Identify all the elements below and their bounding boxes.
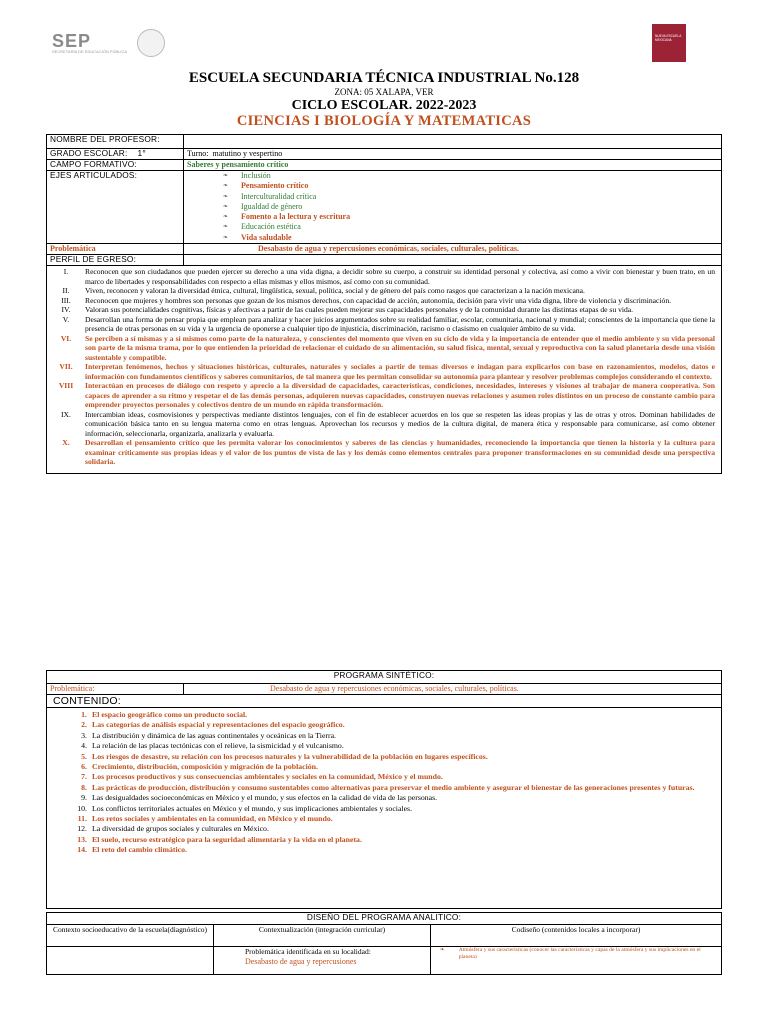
axis-label: Pensamiento crítico xyxy=(241,181,309,191)
profile-text: Valoran sus potencialidades cognitivas, físicas y afectivas a partir de las cuales pueden mejorar sus capacidades personales y de la comunidad durante las distintas etapas de su vida. xyxy=(85,305,634,315)
synthetic-problem-label: Problemática: xyxy=(47,684,184,695)
sep-logo-text: SEP xyxy=(52,30,92,51)
profile-text: Interpretan fenómenos, hechos y situaciones históricas, culturales, naturales y sociales a partir de temas diversos e indagan para explicarlos con base en razonamientos, modelos, datos e información con fundamentos científicos y saberes comunitarios, de tal manera que les permitan consolidar su autonomía para plantear y resolver problemas complejos considerando el contexto. xyxy=(85,362,715,381)
profile-text: Desarrollan el pensamiento crítico que les permita valorar los conocimientos y saberes de las ciencias y humanidades, reconociendo la importancia que tienen la historia y la cultura para examinar críticamente sus propias ideas y el valor de los puntos de vista de las y los demás como elementos centrales para proponer transformaciones en su comunidad desde una perspectiva solidaria. xyxy=(85,438,715,467)
axis-item xyxy=(223,233,718,243)
profile-number: I. xyxy=(63,267,69,277)
content-text: Los riesgos de desastre, su relación con los procesos naturales y la vulnerabilidad de la población en lugares específicos. xyxy=(92,751,488,761)
axis-label: Inclusión xyxy=(241,171,271,180)
content-number: 5. xyxy=(81,751,87,761)
bullet-icon: ❧ xyxy=(223,214,229,221)
content-number: 1. xyxy=(81,710,87,719)
content-number: 9. xyxy=(81,793,87,803)
content-item xyxy=(71,804,721,814)
profile-number: III. xyxy=(61,295,71,305)
axes-list xyxy=(187,171,718,243)
teacher-value xyxy=(184,135,722,149)
content-number: 12. xyxy=(77,824,87,834)
axis-label: Vida saludable xyxy=(241,232,292,242)
content-text: Las desigualdades socioeconómicas en México y el mundo, y sus efectos en la calidad de vida de las personas. xyxy=(92,793,438,803)
content-item xyxy=(71,731,721,741)
axes-label: EJES ARTICULADOS: xyxy=(47,171,184,244)
analytic-problem-label: Problemática identificada en su localidad: xyxy=(245,947,371,956)
content-text: La distribución y dinámica de las aguas continentales y oceánicas en la Tierra. xyxy=(92,730,337,740)
axis-item xyxy=(223,192,718,202)
coat-of-arms-icon xyxy=(137,29,165,57)
codesign-text: Atmósfera y sus características (conocer las características y capas de la atmósfera y sus implicaciones en el planeta) xyxy=(458,947,701,960)
content-text: Crecimiento, distribución, composición y migración de la población. xyxy=(92,762,318,772)
col-context: Contexto socioeducativo de la escuela(diagnóstico) xyxy=(47,925,214,947)
content-body xyxy=(47,707,721,908)
bullet-icon: ❧ xyxy=(223,193,229,200)
profile-text: Interactúan en procesos de diálogo con respeto y aprecio a la diversidad de capacidades, características, condiciones, necesidades, intereses y visiones al trabajar de manera cooperativa. Son capaces de aprender a su ritmo y respetar el de las demás personas, adquieren nuevas capacidades, construyen nuevas relaciones y asumen roles distintos en un proceso de constante cambio para emprender proyectos personales y colectivos dentro de un mundo en rápida transformación. xyxy=(85,381,715,410)
content-number: 11. xyxy=(77,814,87,824)
profile-list xyxy=(47,266,721,473)
sep-logo xyxy=(52,26,212,60)
bullet-icon: ❧ xyxy=(223,173,229,179)
problem-label: Problemática xyxy=(47,244,184,255)
analytic-problem-value: Desabasto de agua y repercusiones xyxy=(245,956,357,966)
profile-item xyxy=(47,410,717,439)
axes-cell xyxy=(184,171,722,244)
col-codesign: Codiseño (contenidos locales a incorporar) xyxy=(431,925,722,947)
axis-label: Interculturalidad crítica xyxy=(241,191,317,201)
content-list xyxy=(47,708,721,856)
synthetic-title: PROGRAMA SINTÉTICO: xyxy=(47,671,722,684)
field-label: CAMPO FORMATIVO: xyxy=(47,160,184,171)
bullet-icon: ❧ xyxy=(223,203,229,210)
profile-number: V. xyxy=(62,314,70,324)
content-item xyxy=(71,720,721,730)
grade-label: GRADO ESCOLAR: xyxy=(50,148,128,158)
document-header xyxy=(0,70,768,129)
content-text: Las prácticas de producción, distribución y consumo sustentables como alternativas para preservar el medio ambiente y asegurar el bienestar de las generaciones presentes y futuras. xyxy=(92,782,695,792)
content-label: CONTENIDO: xyxy=(53,695,121,707)
profile-item xyxy=(47,286,717,296)
content-number: 4. xyxy=(81,741,87,751)
profile-cell xyxy=(47,266,722,474)
content-text: Los conflictos territoriales actuales en México y el mundo, y sus implicaciones ambientales y sociales. xyxy=(92,803,413,813)
content-item xyxy=(71,772,721,782)
subject-title: CIENCIAS I BIOLOGÍA Y MATEMATICAS xyxy=(236,113,532,129)
profile-text: Reconocen que mujeres y hombres son personas que gozan de los mismos derechos, con capacidad de acción, autonomía, decisión para vivir una vida digna, libre de violencia y discriminación. xyxy=(85,295,672,305)
analytic-table xyxy=(46,912,722,975)
axis-item xyxy=(223,222,718,232)
profile-text: Reconocen que son ciudadanos que pueden ejercer su derecho a una vida digna, a decidir sobre su cuerpo, a construir su identidad personal y colectiva, así como a vivir con bienestar y buen trato, en un marco de libertades y responsabilidades con respecto a ellas mismas y ellos mismos, así como con su comunidad. xyxy=(85,267,715,286)
profile-item xyxy=(47,438,717,467)
profile-item xyxy=(47,305,717,315)
content-item xyxy=(71,752,721,762)
analytic-title: DISEÑO DEL PROGRAMA ANALITICO: xyxy=(47,913,722,925)
axis-label: Fomento a la lectura y escritura xyxy=(241,212,351,222)
content-number: 6. xyxy=(81,762,87,772)
contextualization-cell xyxy=(214,947,431,975)
profile-item xyxy=(47,334,717,363)
bullet-icon: ❧ xyxy=(440,947,445,953)
profile-number: VI. xyxy=(60,333,72,343)
synthetic-problem-value: Desabasto de agua y repercusiones económicas, sociales, culturales, políticas. xyxy=(184,684,722,695)
content-item xyxy=(71,710,721,720)
content-item xyxy=(71,793,721,803)
content-cell xyxy=(47,695,722,909)
content-text: La diversidad de grupos sociales y culturales en México. xyxy=(92,824,269,834)
content-item xyxy=(71,762,721,772)
profile-text: Se perciben a sí mismas y a sí mismos como parte de la naturaleza, y conscientes del momento que viven en su ciclo de vida y la importancia de entender que el medio ambiente y su vida personal son parte de la misma trama, por lo que entienden la prioridad de relacionar el cuidado de su alimentación, su salud física, mental, sexual y reproductiva con la salud planetaria desde una visión sustentable y compatible. xyxy=(85,333,715,362)
grade-value: 1° xyxy=(137,148,146,158)
content-number: 2. xyxy=(81,720,87,730)
content-text: El suelo, recurso estratégico para la seguridad alimentaria y la vida en el planeta. xyxy=(92,834,362,844)
problem-value: Desabasto de agua y repercusiones económicas, sociales, culturales, políticas. xyxy=(184,244,722,255)
profile-number: VII. xyxy=(59,362,73,372)
content-number: 3. xyxy=(81,730,87,740)
school-cycle: CICLO ESCOLAR. 2022-2023 xyxy=(291,98,477,113)
content-item xyxy=(71,845,721,855)
field-value: Saberes y pensamiento crítico xyxy=(184,160,722,171)
content-text: Los retos sociales y ambientales en la comunidad, en México y el mundo. xyxy=(92,814,333,824)
axis-label: Educación estética xyxy=(241,222,301,232)
profile-item xyxy=(47,362,717,381)
plan-table xyxy=(46,134,722,474)
profile-item xyxy=(47,315,717,334)
sep-logo-subtitle: SECRETARÍA DE EDUCACIÓN PÚBLICA xyxy=(52,48,128,54)
teacher-label: NOMBRE DEL PROFESOR: xyxy=(47,135,184,149)
grade-cell xyxy=(47,149,184,160)
content-number: 14. xyxy=(77,845,87,855)
school-name: ESCUELA SECUNDARIA TÉCNICA INDUSTRIAL No.128 xyxy=(188,70,580,86)
profile-number: VIII xyxy=(58,381,74,391)
profile-label: PERFIL DE EGRESO: xyxy=(47,255,184,266)
content-number: 8. xyxy=(81,782,87,792)
profile-text: Viven, reconocen y valoran la diversidad étnica, cultural, lingüística, sexual, política, social y de género del país como rasgos que caracterizan a la nación mexicana. xyxy=(85,286,585,296)
profile-item xyxy=(47,296,717,306)
shift-label: Turno: xyxy=(187,149,209,158)
axis-item xyxy=(223,202,718,212)
profile-number: II. xyxy=(62,286,70,296)
shift-cell xyxy=(184,149,722,160)
codesign-cell xyxy=(431,947,722,975)
bullet-icon: ❧ xyxy=(223,224,229,231)
nem-logo xyxy=(652,24,686,62)
content-item xyxy=(71,835,721,845)
codesign-item xyxy=(434,947,718,961)
context-value xyxy=(47,947,214,975)
bullet-icon: ❧ xyxy=(223,183,229,190)
content-number: 13. xyxy=(77,834,87,844)
profile-number: X. xyxy=(62,438,70,448)
profile-label-filler xyxy=(184,255,722,266)
profile-number: IX. xyxy=(61,409,71,419)
nem-logo-text: NUEVA ESCUELA MEXICANA xyxy=(655,34,682,42)
zone: ZONA: 05 XALAPA, VER xyxy=(334,87,434,97)
synthetic-table xyxy=(46,670,722,909)
profile-item xyxy=(47,381,717,410)
profile-item xyxy=(47,267,717,286)
bullet-icon: ❧ xyxy=(223,234,229,241)
content-item xyxy=(71,824,721,834)
content-item xyxy=(71,741,721,751)
content-item xyxy=(71,814,721,824)
content-item xyxy=(71,783,721,793)
profile-text: Intercambian ideas, cosmovisiones y perspectivas mediante distintos lenguajes, con el fin de establecer acuerdos en los que se respeten las ideas propias y las de otras y otros. Dominan habilidades de comunicación básica tanto en su lengua materna como en otras lenguas. Aprovechan los recursos y medios de la cultura digital, de manera ética y responsable para comunicarse, así como obtener información, seleccionarla, organizarla, analizarla y evaluarla. xyxy=(85,409,715,438)
content-text: El reto del cambio climático. xyxy=(92,845,187,855)
axis-item xyxy=(223,212,718,222)
content-number: 10. xyxy=(77,803,87,813)
axis-item xyxy=(223,181,718,191)
content-text: Las categorías de análisis espacial y representaciones del espacio geográfico. xyxy=(92,720,345,730)
profile-number: IV. xyxy=(61,305,71,315)
axis-item xyxy=(223,171,718,181)
profile-text: Desarrollan una forma de pensar propia que emplean para analizar y hacer juicios argumentados sobre su realidad familiar, escolar, comunitaria, nacional y mundial; conscientes de la importancia que tiene la presencia de otras personas en su vida y la urgencia de oponerse a cualquier tipo de injusticia, discriminación, racismo o clasismo en cualquier ámbito de su vida. xyxy=(85,314,715,334)
content-number: 7. xyxy=(81,772,87,782)
axis-label: Igualdad de género xyxy=(241,201,303,211)
content-text: Los procesos productivos y sus consecuencias ambientales y sociales en la comunidad, México y el mundo. xyxy=(92,772,443,782)
content-text: El espacio geográfico como un producto social. xyxy=(92,710,248,719)
col-contextualization: Contextualización (integración curricular) xyxy=(214,925,431,947)
shift-value: matutino y vespertino xyxy=(212,149,283,158)
content-text: La relación de las placas tectónicas con el relieve, la sismicidad y el vulcanismo. xyxy=(92,741,344,751)
